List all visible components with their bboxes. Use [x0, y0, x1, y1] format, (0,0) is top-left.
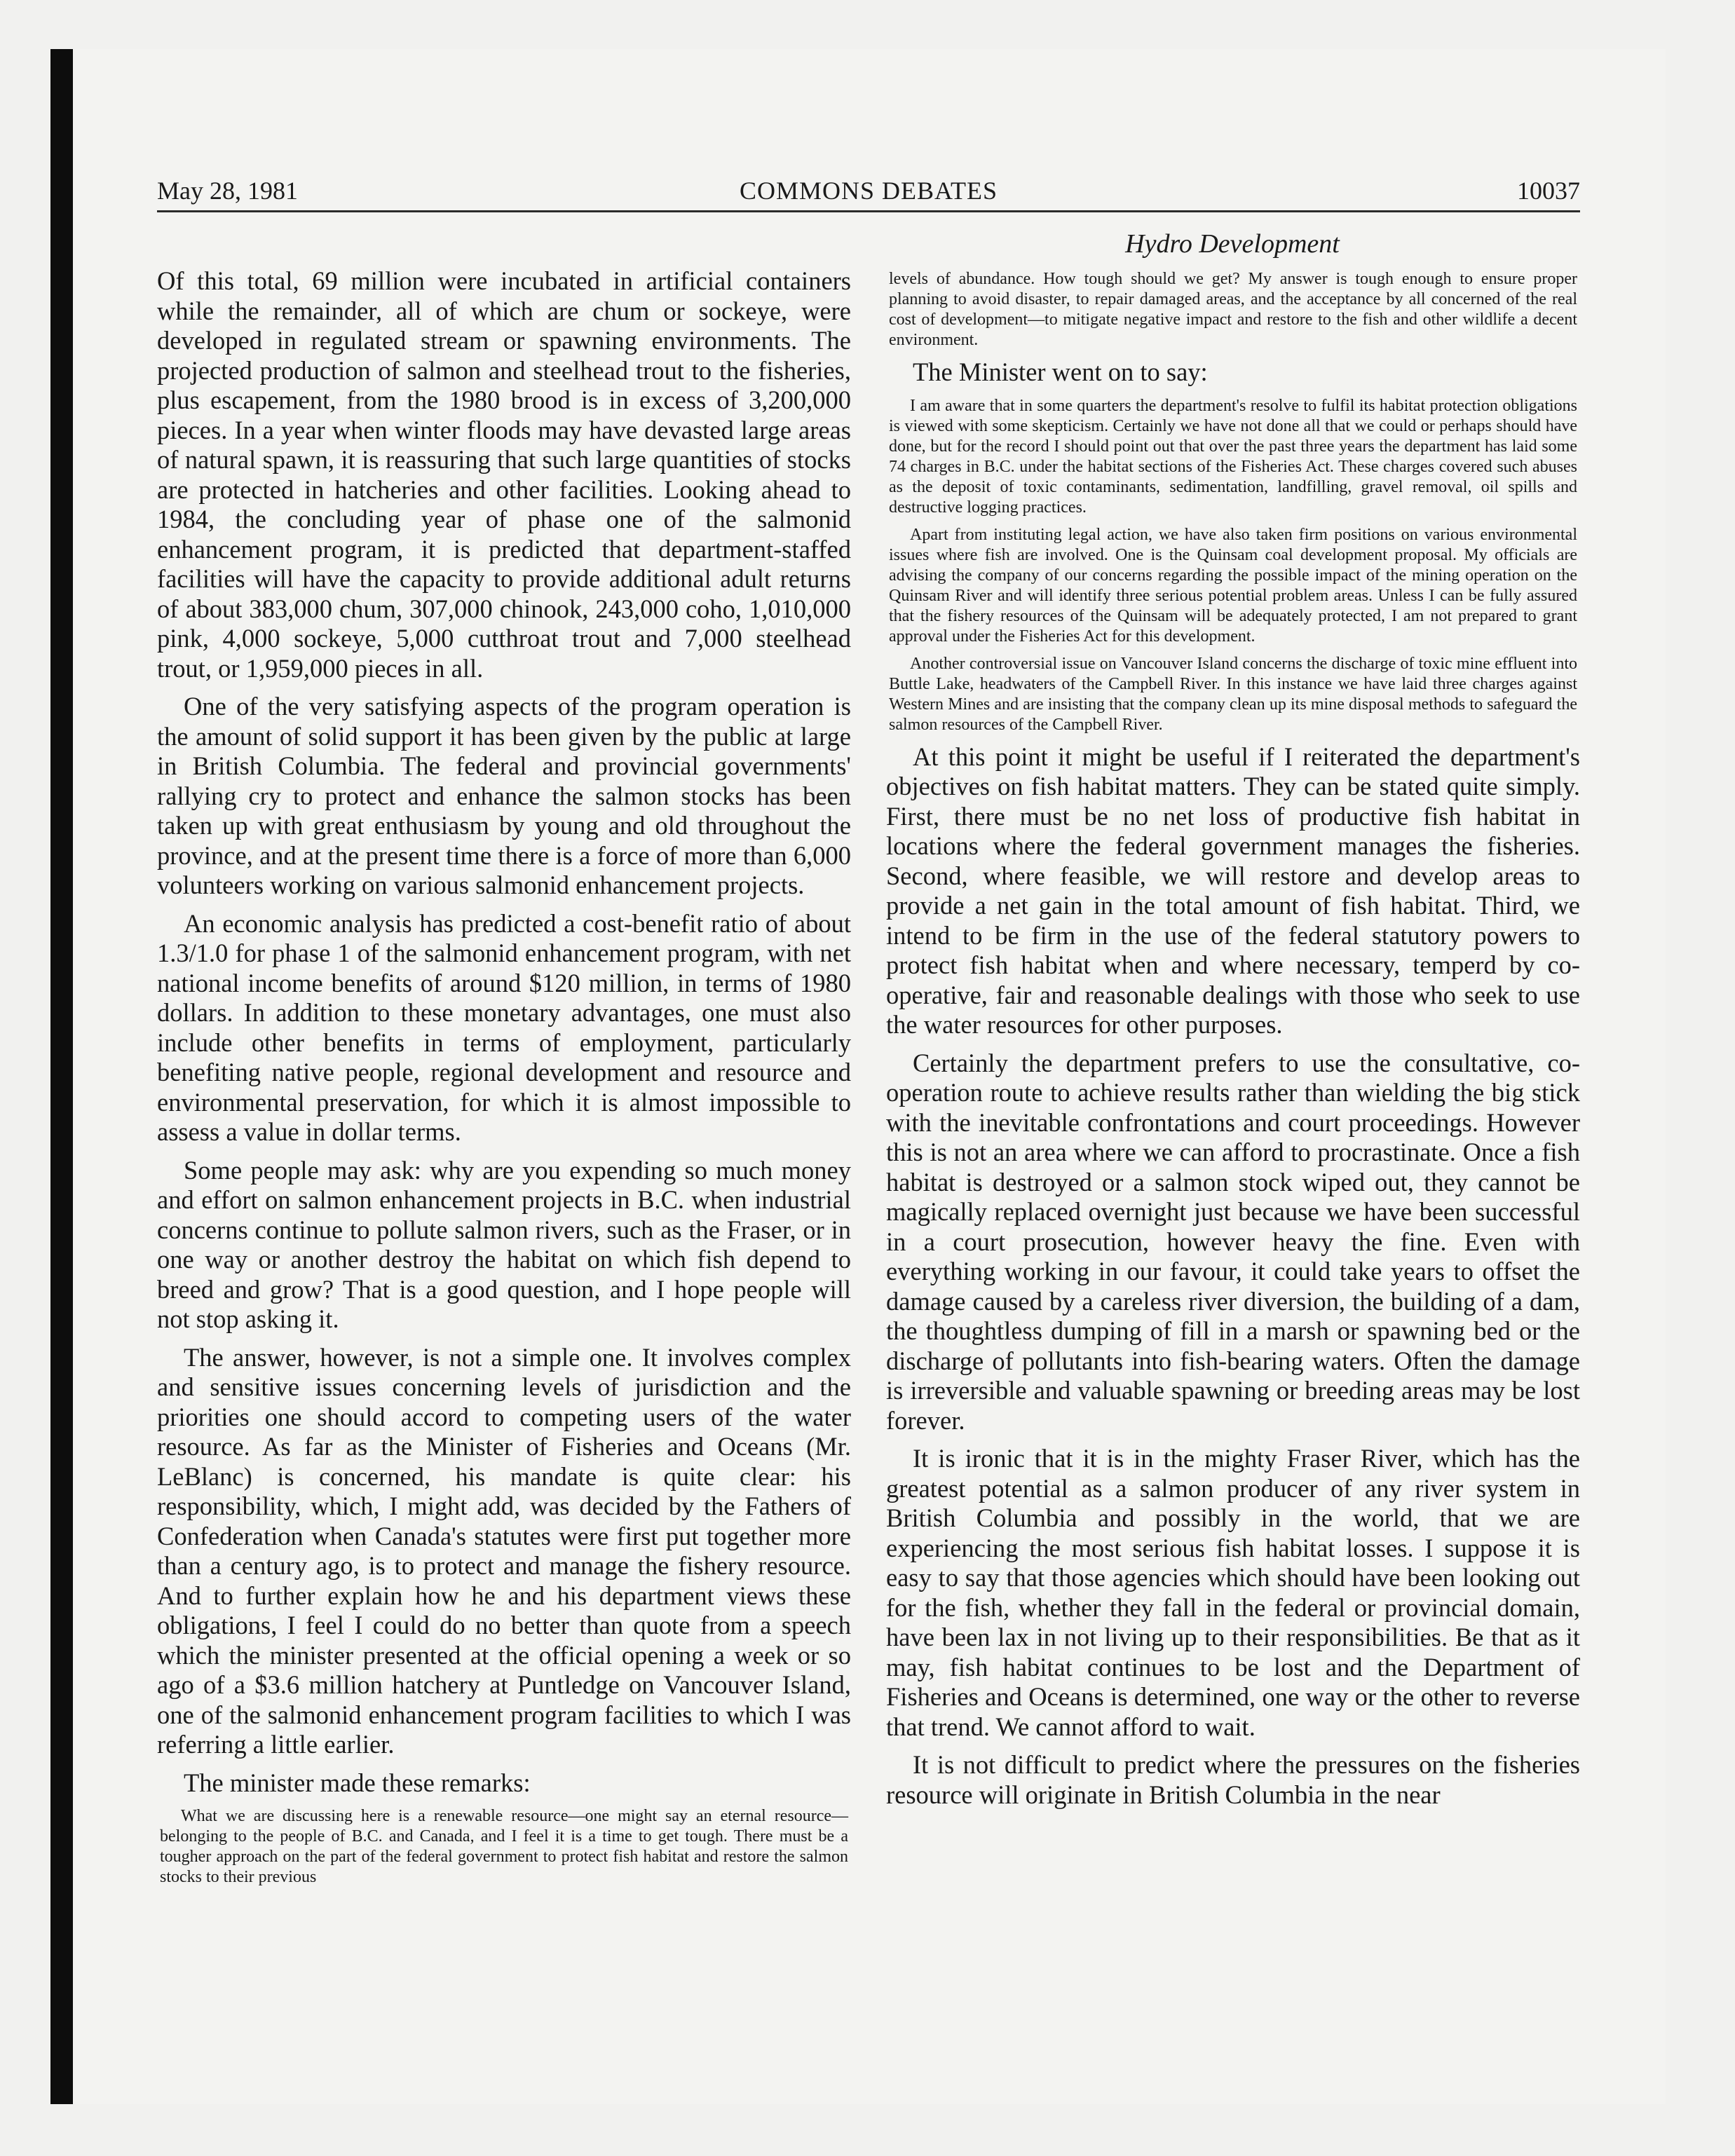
- left-column: [157, 266, 851, 1895]
- body-paragraph: It is not difficult to predict where the pressures on the fisheries resource will originate in British Columbia in the near: [886, 1750, 1580, 1809]
- header-page-number: 10037: [1517, 177, 1580, 205]
- body-paragraph: Of this total, 69 million were incubated in artificial containers while the remainder, all of which are chum or sockeye, were developed in regulated stream or spawning environments. The projected production of salmon and steelhead trout to the fisheries, plus escapement, from the 1980 brood is in excess of 3,200,000 pieces. In a year when winter floods may have devasted large areas of natural spawn, it is reassuring that such large quantities of stocks are protected in hatcheries and other facilities. Looking ahead to 1984, the concluding year of phase one of the salmonid enhancement program, it is predicted that department-staffed facilities will have the capacity to provide additional adult returns of about 383,000 chum, 307,000 chinook, 243,000 coho, 1,010,000 pink, 4,000 sockeye, 5,000 cutthroat trout and 7,000 steelhead trout, or 1,959,000 pieces in all.: [157, 266, 851, 683]
- quoted-paragraph: Another controversial issue on Vancouver Island concerns the discharge of toxic mine effluent into Buttle Lake, headwaters of the Campbell River. In this instance we have laid three charges against Western Mines and are insisting that the company clean up its mine disposal methods to safeguard the salmon resources of the Campbell River.: [889, 654, 1577, 734]
- body-paragraph: One of the very satisfying aspects of the program operation is the amount of solid support it has been given by the public at large in British Columbia. The federal and provincial governments' rallying cry to protect and enhance the salmon stocks has been taken up with great enthusiasm by young and old throughout the province, and at the present time there is a force of more than 6,000 volunteers working on various salmonid enhancement projects.: [157, 692, 851, 899]
- quoted-paragraph: I am aware that in some quarters the department's resolve to fulfil its habitat protection obligations is viewed with some skepticism. Certainly we have not done all that we could or perhaps should have done, but for the record I should point out that over the past three years the department has laid some 74 charges in B.C. under the habitat sections of the Fisheries Act. These charges covered such abuses as the deposit of toxic contaminants, sedimentation, landfilling, gravel removal, oil spills and destructive logging practices.: [889, 396, 1577, 517]
- running-header: [157, 177, 1580, 212]
- body-paragraph: The minister made these remarks:: [184, 1768, 531, 1797]
- quoted-paragraph: levels of abundance. How tough should we get? My answer is tough enough to ensure proper planning to avoid disaster, to repair damaged areas, and the acceptance by all concerned of the real cost of development—to mitigate negative impact and restore to the fish and other wildlife a decent environment.: [889, 270, 1577, 349]
- body-paragraph: The answer, however, is not a simple one. It involves complex and sensitive issues concerning levels of jurisdiction and the priorities one should accord to competing users of the water resource. As far as the Minister of Fisheries and Oceans (Mr. LeBlanc) is concerned, his mandate is quite clear: his responsibility, which, I might add, was decided by the Fathers of Confederation when Canada's statutes were first put together more than a century ago, is to protect and manage the fishery resource. And to further explain how he and his department views these obligations, I feel I could do no better than quote from a speech which the minister presented at the official opening a week or so ago of a $3.6 million hatchery at Puntledge on Vancouver Island, one of the salmonid enhancement program facilities to which I was referring a little earlier.: [157, 1342, 851, 1759]
- body-paragraph: It is ironic that it is in the mighty Fraser River, which has the greatest potential as a salmon producer of any river system in British Columbia and possibly in the world, that we are experiencing the most serious fish habitat losses. I suppose it is easy to say that those agencies which should have been looking out for the fish, whether they fall in the federal or provincial domain, have been lax in not living up to their responsibilities. Be that as it may, fish habitat continues to be lost and the Department of Fisheries and Oceans is determined, one way or the other to reverse that trend. We cannot afford to wait.: [886, 1444, 1580, 1741]
- right-column: [886, 269, 1580, 1818]
- body-paragraph: An economic analysis has predicted a cost-benefit ratio of about 1.3/1.0 for phase 1 of the salmonid enhancement program, with net national income benefits of around $120 million, in terms of 1980 dollars. In addition to these monetary advantages, one must also include other benefits in terms of employment, particularly benefiting native people, regional development and resource and environmental preservation, for which it is almost impossible to assess a value in dollar terms.: [157, 908, 851, 1146]
- body-paragraph: Some people may ask: why are you expending so much money and effort on salmon enhancement projects in B.C. when industrial concerns continue to pollute salmon rivers, such as the Fraser, or in one way or another destroy the habitat on which fish depend to breed and grow? That is a good question, and I hope people will not stop asking it.: [157, 1155, 851, 1333]
- quoted-paragraph: What we are discussing here is a renewable resource—one might say an eternal resource—belonging to the people of B.C. and Canada, and I feel it is a time to get tough. There must be a tougher approach on the part of the federal government to protect fish habitat and restore the salmon stocks to their previous: [160, 1807, 848, 1886]
- scan-edge: [50, 49, 73, 2104]
- quoted-paragraph: Apart from instituting legal action, we have also taken firm positions on various environmental issues where fish are involved. One is the Quinsam coal development proposal. My officials are advising the company of our concerns regarding the possible impact of the mining operation on the Quinsam River and will identify three serious potential problem areas. Unless I can be fully assured that the fishery resources of the Quinsam will be adequately protected, I am not prepared to grant approval under the Fisheries Act for this development.: [889, 525, 1577, 646]
- header-date: May 28, 1981: [157, 177, 298, 205]
- header-publication: COMMONS DEBATES: [739, 177, 998, 205]
- section-subheading: Hydro Development: [1125, 229, 1340, 259]
- body-paragraph: The Minister went on to say:: [913, 357, 1208, 386]
- body-paragraph: At this point it might be useful if I reiterated the department's objectives on fish habitat matters. They can be stated quite simply. First, there must be no net loss of productive fish habitat in locations where the federal government manages the fisheries. Second, where feasible, we will restore and develop areas to provide a net gain in the total amount of fish habitat. Third, we intend to be firm in the use of the federal statutory powers to protect fish habitat when and where necessary, temperd by co-operative, fair and reasonable dealings with those who seek to use the water resources for other purposes.: [886, 742, 1580, 1039]
- body-paragraph: Certainly the department prefers to use the consultative, co-operation route to achieve results rather than wielding the big stick with the inevitable confrontations and court proceedings. However this is not an area where we can afford to procrastinate. Once a fish habitat is destroyed or a salmon stock wiped out, they cannot be magically replaced overnight just because we have been successful in a court prosecution, however heavy the fine. Even with everything working in our favour, it could take years to offset the damage caused by a careless river diversion, the building of a dam, the thoughtless dumping of fill in a marsh or spawning bed or the discharge of pollutants into fish-bearing waters. Often the damage is irreversible and valuable spawning or breeding areas may be lost forever.: [886, 1048, 1580, 1435]
